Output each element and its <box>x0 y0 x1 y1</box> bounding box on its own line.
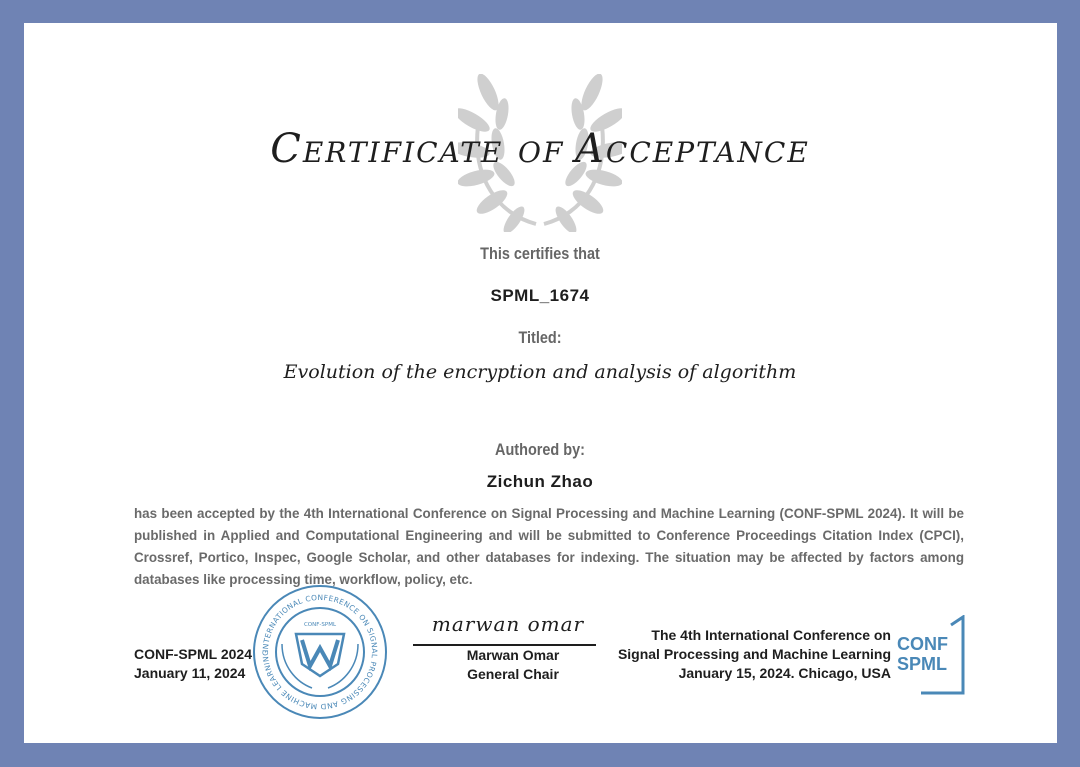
conference-date-location: January 15, 2024. Chicago, USA <box>678 665 891 681</box>
certifies-label: This certifies that <box>480 244 600 263</box>
logo-text-spml: SPML <box>897 654 948 674</box>
titled-label: Titled: <box>518 328 562 347</box>
acceptance-statement: has been accepted by the 4th International Conference on Signal Processing and Machine Learning (CONF-SPML 2024). It will be published in Applied and Computational Engineering and will be submitted to Conference Proceedings Citation Index (CPCI), Crossref, Portico, Inspec, Google Scholar, and other databases for indexing. The situation may be affected by factors among databases like processing time, workflow, policy, etc. <box>134 506 964 587</box>
logo-text-conf: CONF <box>897 634 948 654</box>
paper-id: SPML_1674 <box>490 286 590 305</box>
conference-seal-icon <box>252 584 388 720</box>
title-part-2: Acceptance <box>575 126 810 172</box>
seal-ring-text: INTERNATIONAL CONFERENCE ON SIGNAL PROCESSING AND MACHINE LEARNING <box>260 592 380 712</box>
issue-date: January 11, 2024 <box>134 665 246 681</box>
conference-name-line-2: Signal Processing and Machine Learning <box>617 646 891 662</box>
author-name: Zichun Zhao <box>486 472 594 491</box>
conference-short-name: CONF-SPML 2024 <box>134 646 252 662</box>
signer-block <box>413 646 613 684</box>
signer-name: Marwan Omar <box>466 647 560 663</box>
paper-title: Evolution of the encryption and analysis of algorithm <box>283 361 797 383</box>
signature: marwan omar <box>431 612 585 636</box>
conference-date-block <box>134 645 252 683</box>
certificate-title <box>0 126 1080 172</box>
conf-spml-logo <box>895 615 967 695</box>
authored-by-label: Authored by: <box>495 440 585 459</box>
signer-role: General Chair <box>467 666 559 682</box>
title-part-1: Certificate of <box>270 126 565 172</box>
seal-inner-text: CONF-SPML <box>303 622 337 628</box>
conference-name-line-1: The 4th International Conference on <box>651 627 891 643</box>
conference-info-block <box>600 626 891 683</box>
